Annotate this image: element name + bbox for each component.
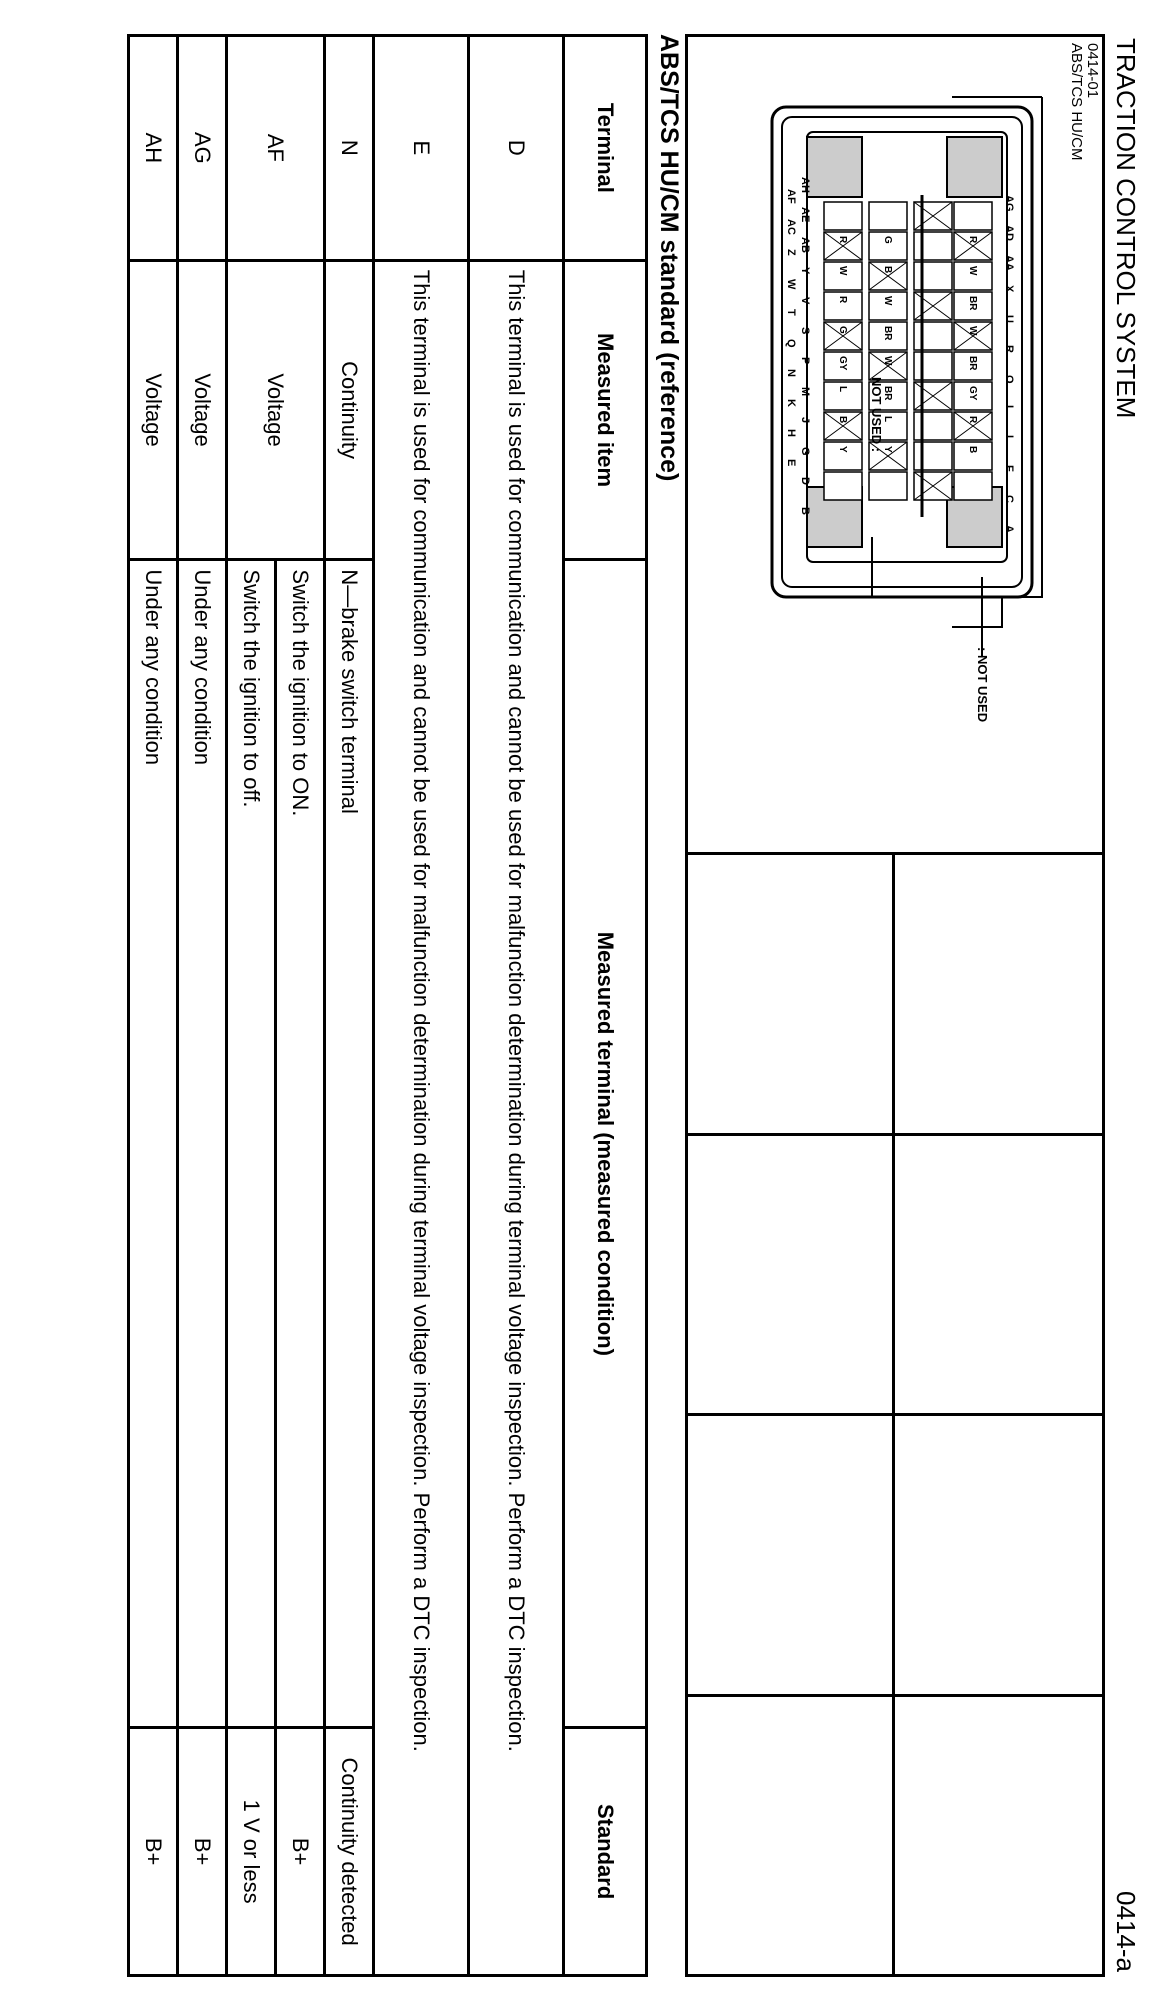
header-standard: Standard bbox=[564, 1728, 647, 1976]
wire-color-label: BR bbox=[882, 326, 893, 341]
wire-color-label: L bbox=[882, 416, 893, 423]
item-cell: Voltage bbox=[178, 260, 227, 560]
connector-pin bbox=[914, 232, 952, 260]
blank-grid bbox=[688, 852, 1102, 1974]
table-title: ABS/TCS HU/CM standard (reference) bbox=[655, 34, 683, 482]
pin-label: K bbox=[785, 399, 797, 407]
table-header-row bbox=[564, 36, 647, 1976]
pin-label: AE bbox=[799, 207, 811, 223]
pin-label: AA bbox=[1003, 255, 1015, 271]
standard-cell: B+ bbox=[276, 1728, 325, 1976]
connector-pin bbox=[914, 442, 952, 470]
header-measured-terminal: Measured terminal (measured condition) bbox=[564, 560, 647, 1728]
pin-label: AF bbox=[785, 189, 797, 204]
wire-color-label: W bbox=[882, 356, 893, 366]
item-cell: Voltage bbox=[227, 260, 325, 560]
connector-pin bbox=[954, 202, 992, 230]
pin-label: Y bbox=[799, 267, 811, 275]
table-row bbox=[178, 36, 227, 1976]
pin-label: I bbox=[1003, 435, 1015, 439]
item-cell: Voltage bbox=[129, 260, 178, 560]
grid-cell bbox=[688, 852, 895, 1133]
condition-cell: Under any condition bbox=[178, 560, 227, 1728]
wire-color-label: BR bbox=[967, 296, 978, 311]
wire-color-label: B bbox=[837, 416, 848, 424]
terminal-cell: N bbox=[325, 36, 374, 261]
connector-frame bbox=[685, 34, 1105, 1977]
pin-label: T bbox=[785, 309, 797, 316]
pin-label: V bbox=[799, 297, 811, 305]
connector-pin bbox=[914, 262, 952, 290]
grid-cell bbox=[895, 1694, 1102, 1975]
connector-pin bbox=[824, 202, 862, 230]
wire-color-label: GY bbox=[967, 386, 978, 401]
pin-label: G bbox=[799, 447, 811, 456]
pin-label: H bbox=[785, 429, 797, 437]
connector-pin bbox=[914, 352, 952, 380]
pin-label: C bbox=[1003, 495, 1015, 503]
standard-table bbox=[127, 34, 648, 1977]
header-measured-item: Measured item bbox=[564, 260, 647, 560]
terminal-cell: AH bbox=[129, 36, 178, 261]
wire-color-label: W bbox=[882, 296, 893, 306]
wire-color-label: GY bbox=[837, 356, 848, 371]
pin-label: AC bbox=[785, 219, 797, 235]
terminal-cell: D bbox=[469, 36, 564, 261]
header-terminal: Terminal bbox=[564, 36, 647, 261]
connector-pin bbox=[914, 322, 952, 350]
wire-color-label: BR bbox=[882, 386, 893, 401]
not-used-label-2: NOT USED : bbox=[869, 377, 884, 453]
grid-cell bbox=[688, 1413, 895, 1694]
pin-label: J bbox=[799, 417, 811, 424]
item-cell: Continuity bbox=[325, 260, 374, 560]
connector-pin bbox=[869, 202, 907, 230]
wire-color-label: L bbox=[837, 386, 848, 393]
page-title: TRACTION CONTROL SYSTEM bbox=[1111, 38, 1141, 419]
condition-cell: N—brake switch terminal bbox=[325, 560, 374, 1728]
terminal-cell: E bbox=[374, 36, 469, 261]
not-used-label: : NOT USED bbox=[975, 647, 990, 723]
wire-color-label: W bbox=[967, 266, 978, 276]
wire-color-label: B bbox=[967, 446, 978, 454]
wire-color-label: Y bbox=[837, 446, 848, 453]
note-cell: This terminal is used for communication and cannot be used for malfunction determination during terminal voltage inspection. Perform a DTC inspection. bbox=[374, 260, 469, 1975]
pin-label: U bbox=[1003, 315, 1015, 323]
grid-cell bbox=[688, 1694, 895, 1975]
connector-name: ABS/TCS HU/CM bbox=[1068, 43, 1085, 161]
pin-label: B bbox=[799, 507, 811, 515]
table-row bbox=[374, 36, 469, 1976]
condition-cell: Switch the ignition to off. bbox=[227, 560, 276, 1728]
wire-color-label: G bbox=[837, 326, 848, 334]
note-cell: This terminal is used for communication and cannot be used for malfunction determination during terminal voltage inspection. Perform a DTC inspection. bbox=[469, 260, 564, 1975]
pin-label: N bbox=[785, 369, 797, 377]
pin-label: X bbox=[1003, 285, 1015, 293]
wire-color-label: R bbox=[837, 236, 848, 244]
grid-cell bbox=[895, 852, 1102, 1133]
terminal-cell: AG bbox=[178, 36, 227, 261]
standard-cell: B+ bbox=[129, 1728, 178, 1976]
pin-label: R bbox=[1003, 345, 1015, 353]
pin-label: AH bbox=[799, 177, 811, 193]
connector-code-number: 0414-01 bbox=[1084, 43, 1101, 99]
standard-cell: 1 V or less bbox=[227, 1728, 276, 1976]
condition-cell: Under any condition bbox=[129, 560, 178, 1728]
pin-label: A bbox=[1003, 525, 1015, 533]
wire-color-label: R bbox=[837, 296, 848, 304]
condition-cell: Switch the ignition to ON. bbox=[276, 560, 325, 1728]
grid-cell bbox=[895, 1133, 1102, 1414]
connector-pin bbox=[824, 472, 862, 500]
connector-pin bbox=[954, 472, 992, 500]
pin-label: S bbox=[799, 327, 811, 335]
page-number: 0414-a bbox=[1111, 1891, 1141, 1972]
pin-label: M bbox=[799, 387, 811, 397]
pin-label: AB bbox=[799, 237, 811, 253]
wire-color-label: G bbox=[882, 236, 893, 244]
table-row bbox=[129, 36, 178, 1976]
wire-color-label: R bbox=[967, 416, 978, 424]
wire-color-label: BR bbox=[967, 356, 978, 371]
pin-label: Z bbox=[785, 249, 797, 256]
connector-pin bbox=[869, 472, 907, 500]
standard-cell: B+ bbox=[178, 1728, 227, 1976]
pin-label: F bbox=[1003, 465, 1015, 472]
pin-label: E bbox=[785, 459, 797, 467]
pin-label: W bbox=[785, 279, 797, 290]
pin-label: O bbox=[1003, 375, 1015, 384]
wire-color-label: W bbox=[837, 266, 848, 276]
grid-cell bbox=[688, 1133, 895, 1414]
wire-color-label: Y bbox=[882, 446, 893, 453]
table-row bbox=[276, 36, 325, 1976]
pin-label: D bbox=[799, 477, 811, 485]
pin-label: AD bbox=[1003, 225, 1015, 241]
connector-illustration bbox=[688, 37, 1102, 849]
terminal-cell: AF bbox=[227, 36, 325, 261]
grid-cell bbox=[895, 1413, 1102, 1694]
standard-cell: Continuity detected bbox=[325, 1728, 374, 1976]
pin-label: AG bbox=[1003, 195, 1015, 212]
pin-label: L bbox=[1003, 405, 1015, 412]
pin-label: P bbox=[799, 357, 811, 365]
connector-pin bbox=[914, 412, 952, 440]
pin-label: Q bbox=[785, 339, 797, 348]
table-row bbox=[325, 36, 374, 1976]
wire-color-label: R bbox=[967, 236, 978, 244]
wire-color-label: B bbox=[882, 266, 893, 274]
table-row bbox=[469, 36, 564, 1976]
wire-color-label: W bbox=[967, 326, 978, 336]
connector-diagram bbox=[688, 37, 1102, 855]
